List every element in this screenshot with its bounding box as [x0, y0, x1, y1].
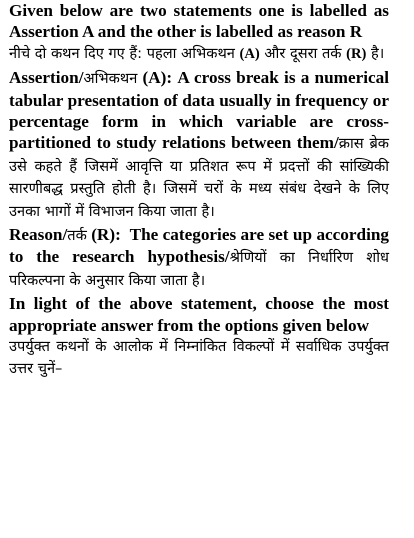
- assertion-text-hi: क्रास ब्रेक उसे कहते हैं जिसमें आवृत्ति या प्रतिशत रूप में प्रदत्तों की सांख्यिकी सारणीबद्ध प्रस्तुति होती है। जिसमें चरों के मध्य संबंध देखने के लिए उनका भागों में विभाजन किया जाता है।: [9, 135, 389, 220]
- reason-block: [9, 224, 389, 291]
- assertion-text-en: A cross break is a numerical tabular presentation of data usually in frequency or percentage form in which variable are cross-partitioned to study relations between them/: [9, 68, 389, 153]
- reason-text-hi: श्रेणियों का निर्धारिण शोध परिकल्पना के अनुसार किया जाता है।: [9, 249, 389, 289]
- question-english: In light of the above statement, choose the most appropriate answer from the options given below: [9, 294, 389, 335]
- question-document: [9, 0, 389, 379]
- intro-hindi-end: है।: [371, 44, 385, 62]
- intro-english: Given below are two statements one is labelled as Assertion A and the other is labelled as reason R: [9, 1, 389, 42]
- intro-hindi-part2: और दूसरा तर्क: [264, 44, 342, 62]
- reason-tag: (R):: [91, 225, 121, 245]
- assertion-label-en: Assertion/: [9, 68, 84, 88]
- intro-reason-tag: (R): [346, 45, 367, 62]
- intro-assertion-tag: (A): [239, 45, 260, 62]
- assertion-tag: (A):: [142, 68, 173, 88]
- question-hindi: उपर्युक्त कथनों के आलोक में निम्नांकित विकल्पों में सर्वाधिक उपर्युक्त उत्तर चुनें–: [9, 338, 389, 377]
- intro-hindi-part1: नीचे दो कथन दिए गए हैं: पहला अभिकथन: [9, 44, 235, 62]
- reason-label-en: Reason/: [9, 225, 68, 245]
- assertion-label-hi: अभिकथन: [83, 70, 138, 88]
- reason-text-en: The categories are set up according to the research hypothesis/: [9, 225, 390, 267]
- assertion-block: [9, 67, 389, 222]
- reason-label-hi: तर्क: [67, 227, 87, 245]
- intro-hindi: [9, 43, 389, 65]
